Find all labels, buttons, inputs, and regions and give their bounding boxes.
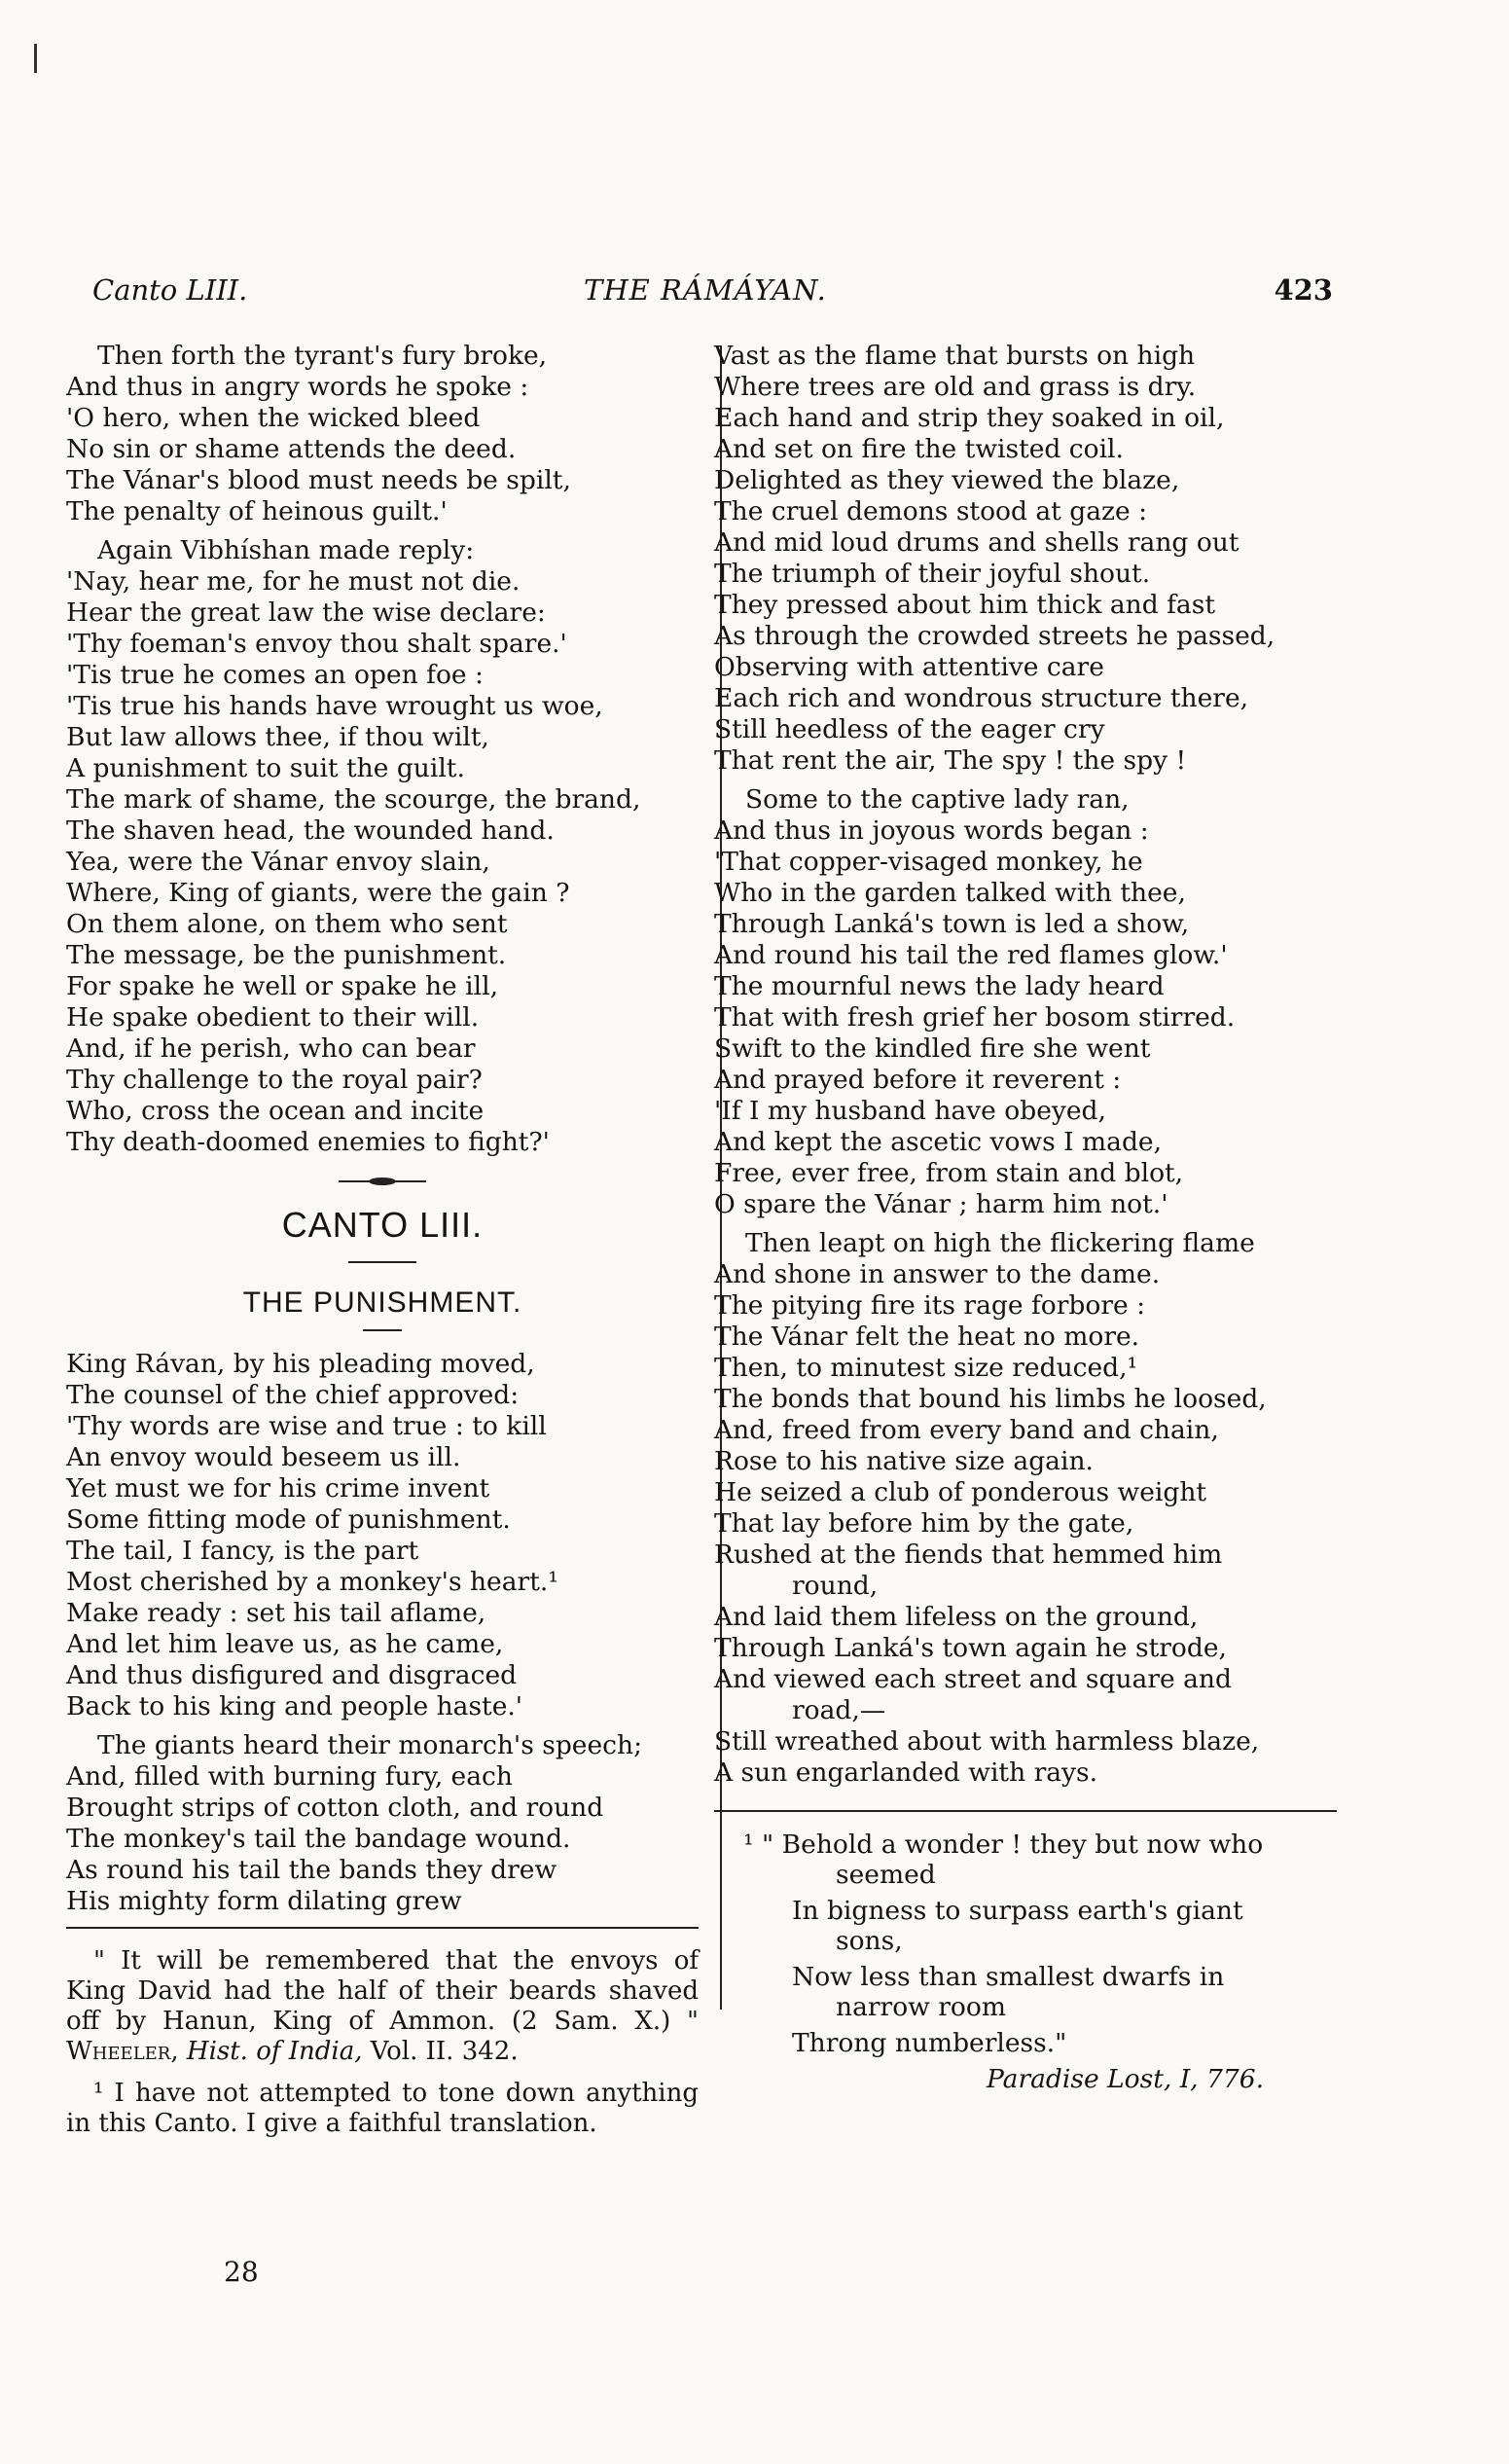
verse-line: That with fresh grief her bosom stirred. <box>714 1002 1236 1033</box>
verse-line: And thus in joyous words began : <box>714 815 1149 846</box>
verse-line: And, filled with burning fury, each <box>66 1761 513 1792</box>
verse-line: They pressed about him thick and fast <box>714 590 1215 620</box>
footnote-author: Wheeler, <box>66 2037 179 2066</box>
verse-line: As through the crowded streets he passed, <box>714 621 1275 651</box>
quote-line: In bigness to surpass earth's giant <box>792 1896 1243 1926</box>
stanza <box>66 535 699 1158</box>
left-column <box>66 341 699 2139</box>
verse-line: And thus disfigured and disgraced <box>66 1660 518 1690</box>
header-title: THE RÁMÁYAN. <box>584 273 827 307</box>
quote-line: ¹ " Behold a wonder ! they but now who <box>743 1830 1264 1860</box>
verse-line: A punishment to suit the guilt. <box>66 753 465 783</box>
quote-line: Now less than smallest dwarfs in <box>792 1962 1225 1992</box>
verse-line: And, if he perish, who can bear <box>66 1033 476 1064</box>
footnote-ref: Vol. II. 342. <box>370 2037 519 2066</box>
verse-line: 'Nay, hear me, for he must not die. <box>66 566 521 597</box>
verse-line: And set on fire the twisted coil. <box>714 434 1124 464</box>
verse-line: And viewed each street and square and <box>714 1664 1232 1694</box>
scan-mark <box>34 44 37 73</box>
verse-line: The triumph of their joyful shout. <box>714 559 1151 589</box>
canto-title: CANTO LIII. <box>281 1205 484 1245</box>
verse-line: Make ready : set his tail aflame, <box>66 1598 486 1628</box>
canto-subtitle: THE PUNISHMENT. <box>242 1286 522 1319</box>
verse-line: 'Thy foeman's envoy thou shalt spare.' <box>66 629 567 659</box>
verse-line: An envoy would beseem us ill. <box>66 1442 461 1472</box>
ornament-divider <box>339 1176 426 1187</box>
verse-line: Then forth the tyrant's fury broke, <box>97 341 548 371</box>
verse-line: Then leapt on high the flickering flame <box>745 1228 1255 1258</box>
verse-line: The message, be the punishment. <box>66 940 507 970</box>
verse-line: And prayed before it reverent : <box>714 1065 1122 1095</box>
verse-line: Back to his king and people haste.' <box>66 1691 523 1721</box>
verse-line: That rent the air, The spy ! the spy ! <box>714 745 1187 776</box>
verse-line: The Vánar's blood must needs be spilt, <box>66 465 571 495</box>
right-column <box>714 341 1337 2094</box>
verse-line: The mournful news the lady heard <box>714 971 1165 1001</box>
verse-line: Thy death-doomed enemies to fight?' <box>66 1127 550 1157</box>
verse-line: Swift to the kindled fire she went <box>714 1033 1151 1064</box>
verse-line: And let him leave us, as he came, <box>66 1629 504 1659</box>
verse-line: 'O hero, when the wicked bleed <box>66 403 481 433</box>
verse-line-continuation: round, <box>792 1571 879 1601</box>
verse-line: Free, ever free, from stain and blot, <box>714 1158 1184 1188</box>
signature-mark: 28 <box>224 2256 259 2288</box>
verse-line: The penalty of heinous guilt.' <box>66 496 448 526</box>
stanza <box>66 1349 699 1722</box>
footnote <box>66 1946 699 2067</box>
quote-line: Throng numberless." <box>792 2028 1067 2058</box>
footnote-source: Hist. of India, <box>186 2037 363 2066</box>
stanza <box>714 784 1337 1220</box>
footnote-rule <box>66 1927 699 1929</box>
stanza <box>714 1228 1337 1789</box>
verse-line: Delighted as they viewed the blaze, <box>714 465 1180 495</box>
verse-line: The tail, I fancy, is the part <box>66 1536 419 1566</box>
header-canto: Canto LIII. <box>92 273 248 307</box>
verse-line: Who, cross the ocean and incite <box>66 1096 485 1126</box>
verse-line: 'If I my husband have obeyed, <box>714 1096 1106 1126</box>
verse-line: Some to the captive lady ran, <box>745 784 1130 815</box>
verse-line: And, freed from every band and chain, <box>714 1415 1219 1445</box>
verse-line: And kept the ascetic vows I made, <box>714 1127 1163 1157</box>
verse-line: Yet must we for his crime invent <box>66 1473 490 1504</box>
subtitle-rule <box>363 1329 402 1331</box>
verse-line: Each hand and strip they soaked in oil, <box>714 403 1225 433</box>
verse-line-continuation: road,— <box>792 1695 886 1725</box>
verse-line: 'Tis true he comes an open foe : <box>66 660 484 690</box>
verse-line: Who in the garden talked with thee, <box>714 878 1186 908</box>
verse-line: Rushed at the fiends that hemmed him <box>714 1540 1223 1570</box>
verse-line: And thus in angry words he spoke : <box>66 372 529 402</box>
footnote-quote <box>714 1830 1337 2094</box>
verse-line: Most cherished by a monkey's heart.¹ <box>66 1567 558 1597</box>
verse-line: Again Vibhíshan made reply: <box>97 535 475 565</box>
verse-line: O spare the Vánar ; harm him not.' <box>714 1189 1168 1219</box>
verse-line: The giants heard their monarch's speech; <box>97 1730 642 1760</box>
quote-line: seemed <box>836 1860 936 1890</box>
verse-line: Still wreathed about with harmless blaze, <box>714 1726 1260 1757</box>
page-number: 423 <box>1274 273 1333 307</box>
quote-line: narrow room <box>836 1992 1006 2022</box>
stanza <box>714 341 1337 777</box>
verse-line: A sun engarlanded with rays. <box>714 1757 1098 1788</box>
footnote: ¹ I have not attempted to tone down anything in this Canto. I give a faithful translation. <box>66 2079 699 2138</box>
verse-line: He spake obedient to their will. <box>66 1002 480 1033</box>
verse-line: Where trees are old and grass is dry. <box>714 372 1197 402</box>
verse-line: The cruel demons stood at gaze : <box>714 496 1148 526</box>
verse-line: But law allows thee, if thou wilt, <box>66 722 489 752</box>
verse-line: Thy challenge to the royal pair? <box>66 1065 483 1095</box>
verse-line: Through Lanká's town is led a show, <box>714 909 1190 939</box>
verse-line: Brought strips of cotton cloth, and round <box>66 1793 604 1823</box>
verse-line: Then, to minutest size reduced,¹ <box>714 1353 1138 1383</box>
verse-line: Each rich and wondrous structure there, <box>714 683 1249 713</box>
verse-line: Where, King of giants, were the gain ? <box>66 878 570 908</box>
verse-line: The bonds that bound his limbs he loosed, <box>714 1384 1267 1414</box>
verse-line: For spake he well or spake he ill, <box>66 971 499 1001</box>
verse-line: Yea, were the Vánar envoy slain, <box>66 847 490 877</box>
verse-line: No sin or shame attends the deed. <box>66 434 517 464</box>
title-rule <box>348 1261 416 1263</box>
verse-line: Through Lanká's town again he strode, <box>714 1633 1227 1663</box>
verse-line: The counsel of the chief approved: <box>66 1380 520 1410</box>
verse-line: Still heedless of the eager cry <box>714 714 1105 744</box>
verse-line: Some fitting mode of punishment. <box>66 1504 511 1535</box>
quote-attribution: Paradise Lost, I, 776. <box>987 2064 1265 2094</box>
verse-line: 'That copper-visaged monkey, he <box>714 847 1143 877</box>
verse-line: Observing with attentive care <box>714 652 1104 682</box>
verse-line: 'Tis true his hands have wrought us woe, <box>66 691 603 721</box>
verse-line: King Rávan, by his pleading moved, <box>66 1349 535 1379</box>
footnote-text: " It will be remembered that the envoys of King David had the half of their beards shaved off by Hanun, King of Ammon. (2 Sam. X.) " <box>66 1946 699 2036</box>
stanza <box>66 341 699 527</box>
verse-line: The pitying fire its rage forbore : <box>714 1290 1146 1321</box>
running-header <box>92 273 1333 312</box>
verse-line: That lay before him by the gate, <box>714 1508 1134 1539</box>
footnote-rule <box>714 1810 1337 1812</box>
verse-line: And laid them lifeless on the ground, <box>714 1602 1199 1632</box>
verse-line: And shone in answer to the dame. <box>714 1259 1161 1289</box>
verse-line: His mighty form dilating grew <box>66 1886 462 1916</box>
stanza <box>66 1730 699 1917</box>
verse-line: The shaven head, the wounded hand. <box>66 815 555 846</box>
verse-line: The mark of shame, the scourge, the brand, <box>66 784 641 815</box>
verse-line: Hear the great law the wise declare: <box>66 598 546 628</box>
verse-line: And mid loud drums and shells rang out <box>714 527 1240 558</box>
verse-line: He seized a club of ponderous weight <box>714 1477 1207 1507</box>
verse-line: 'Thy words are wise and true : to kill <box>66 1411 547 1441</box>
verse-line: On them alone, on them who sent <box>66 909 508 939</box>
verse-line: Rose to his native size again. <box>714 1446 1094 1476</box>
verse-line: And round his tail the red flames glow.' <box>714 940 1228 970</box>
verse-line: As round his tail the bands they drew <box>66 1855 557 1885</box>
verse-line: The monkey's tail the bandage wound. <box>66 1824 571 1854</box>
verse-line: The Vánar felt the heat no more. <box>714 1322 1140 1352</box>
verse-line: Vast as the flame that bursts on high <box>714 341 1196 371</box>
quote-line: sons, <box>836 1926 903 1956</box>
